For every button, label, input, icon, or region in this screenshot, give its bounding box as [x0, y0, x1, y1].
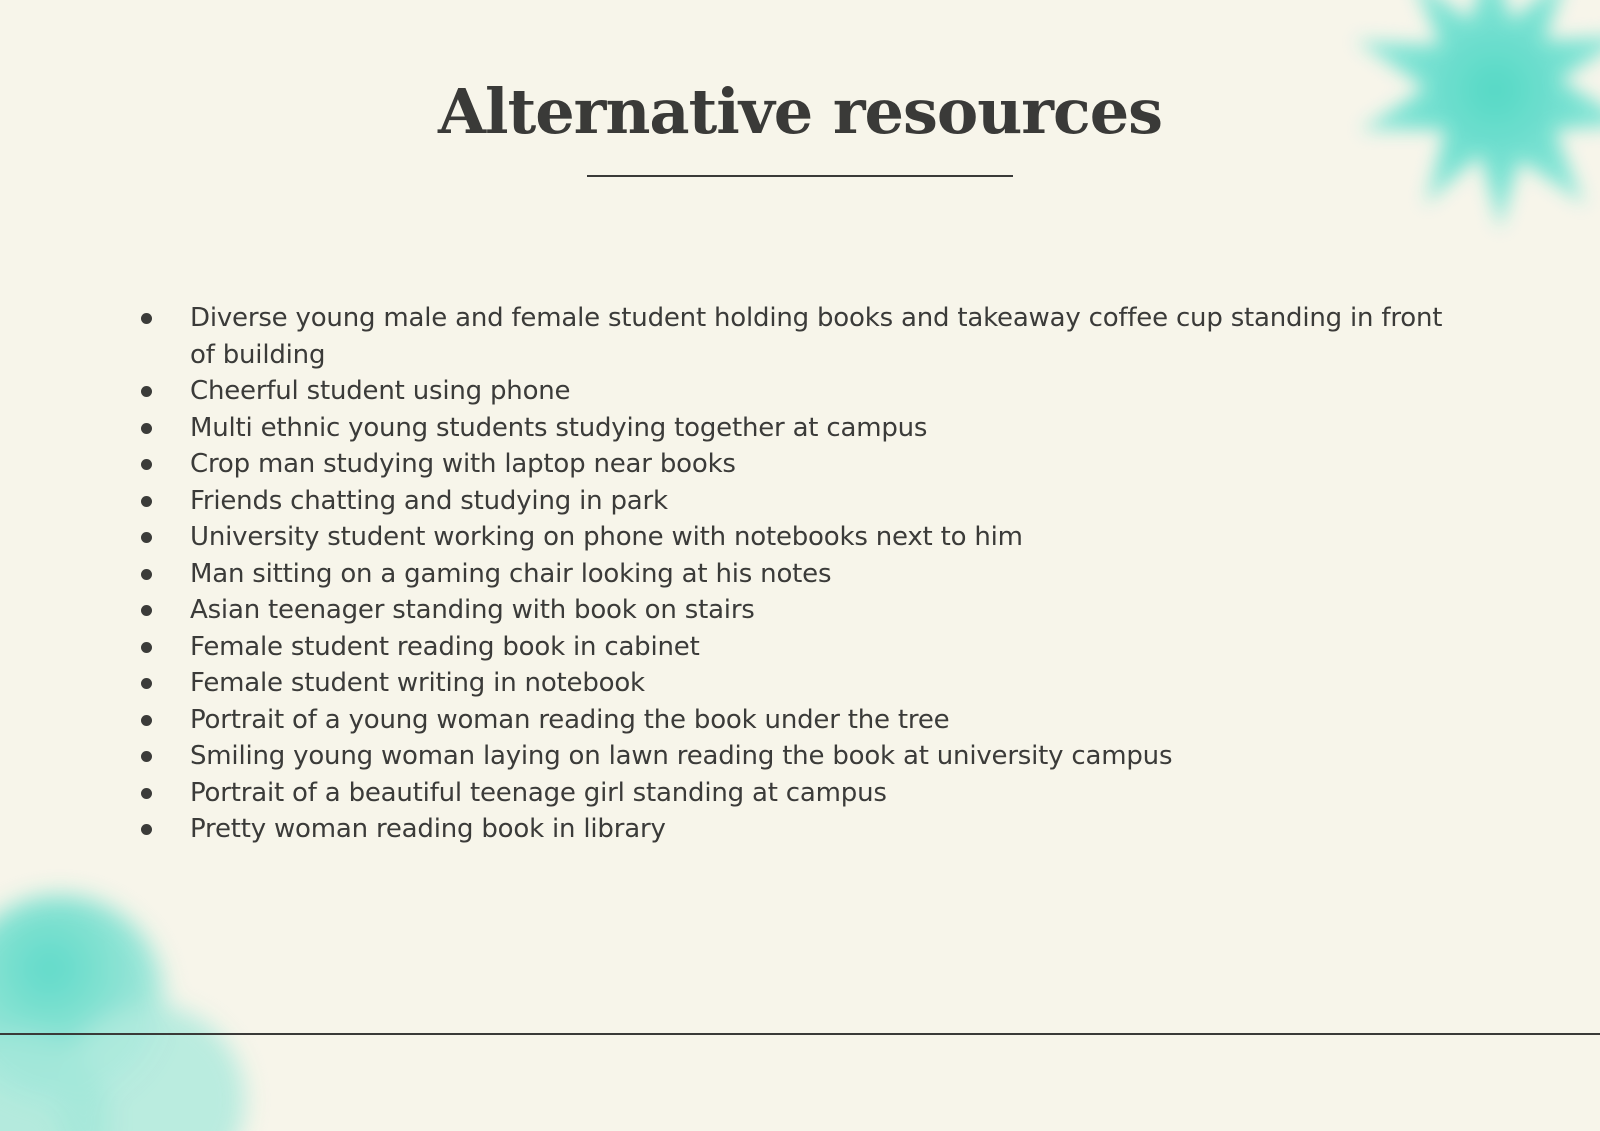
list-item — [140, 629, 1460, 666]
list-item — [140, 446, 1460, 483]
list-item-text: Female student reading book in cabinet — [190, 631, 700, 662]
bullet-icon — [141, 605, 152, 616]
list-item — [140, 775, 1460, 812]
list-item — [140, 373, 1460, 410]
list-item-text: Smiling young woman laying on lawn reading the book at university campus — [190, 741, 1173, 771]
list-item — [140, 483, 1460, 520]
bullet-icon — [141, 386, 152, 397]
list-item — [140, 738, 1460, 775]
bullet-icon — [141, 313, 152, 324]
slide-title: Alternative resources — [437, 75, 1163, 148]
bullet-icon — [141, 459, 152, 470]
list-item-text: Man sitting on a gaming chair looking at his notes — [190, 558, 832, 589]
list-item-text: Asian teenager standing with book on stairs — [190, 595, 755, 625]
bullet-icon — [141, 751, 152, 762]
bullet-icon — [141, 423, 152, 434]
list-item-text: Multi ethnic young students studying together at campus — [190, 412, 928, 443]
list-item-text: Portrait of a young woman reading the book under the tree — [190, 704, 950, 735]
list-item — [140, 519, 1460, 556]
list-item — [140, 702, 1460, 739]
bullet-icon — [141, 715, 152, 726]
bullet-icon — [141, 569, 152, 580]
list-item-text: Portrait of a beautiful teenage girl standing at campus — [190, 777, 887, 808]
bullet-icon — [141, 496, 152, 507]
list-item-text: Crop man studying with laptop near books — [190, 449, 736, 479]
title-underline — [587, 175, 1013, 177]
list-item — [140, 410, 1460, 447]
list-item-text: Cheerful student using phone — [190, 376, 571, 406]
bullet-icon — [141, 678, 152, 689]
bullet-icon — [141, 788, 152, 799]
list-item — [140, 300, 1460, 373]
list-item-text: Pretty woman reading book in library — [190, 814, 666, 844]
footer-divider — [0, 1033, 1600, 1035]
bullet-icon — [141, 642, 152, 653]
bullet-icon — [141, 532, 152, 543]
list-item-text: Friends chatting and studying in park — [190, 485, 668, 516]
bullet-icon — [141, 824, 152, 835]
list-item — [140, 592, 1460, 629]
list-item-text: University student working on phone with notebooks next to him — [190, 522, 1023, 552]
list-item — [140, 811, 1460, 848]
list-item-text: Diverse young male and female student holding books and takeaway coffee cup standing in front of building — [190, 303, 1443, 370]
list-item-text: Female student writing in notebook — [190, 668, 645, 698]
list-item — [140, 556, 1460, 593]
list-item — [140, 665, 1460, 702]
teal-blob-decoration — [0, 890, 270, 1131]
resource-list — [140, 300, 1460, 848]
